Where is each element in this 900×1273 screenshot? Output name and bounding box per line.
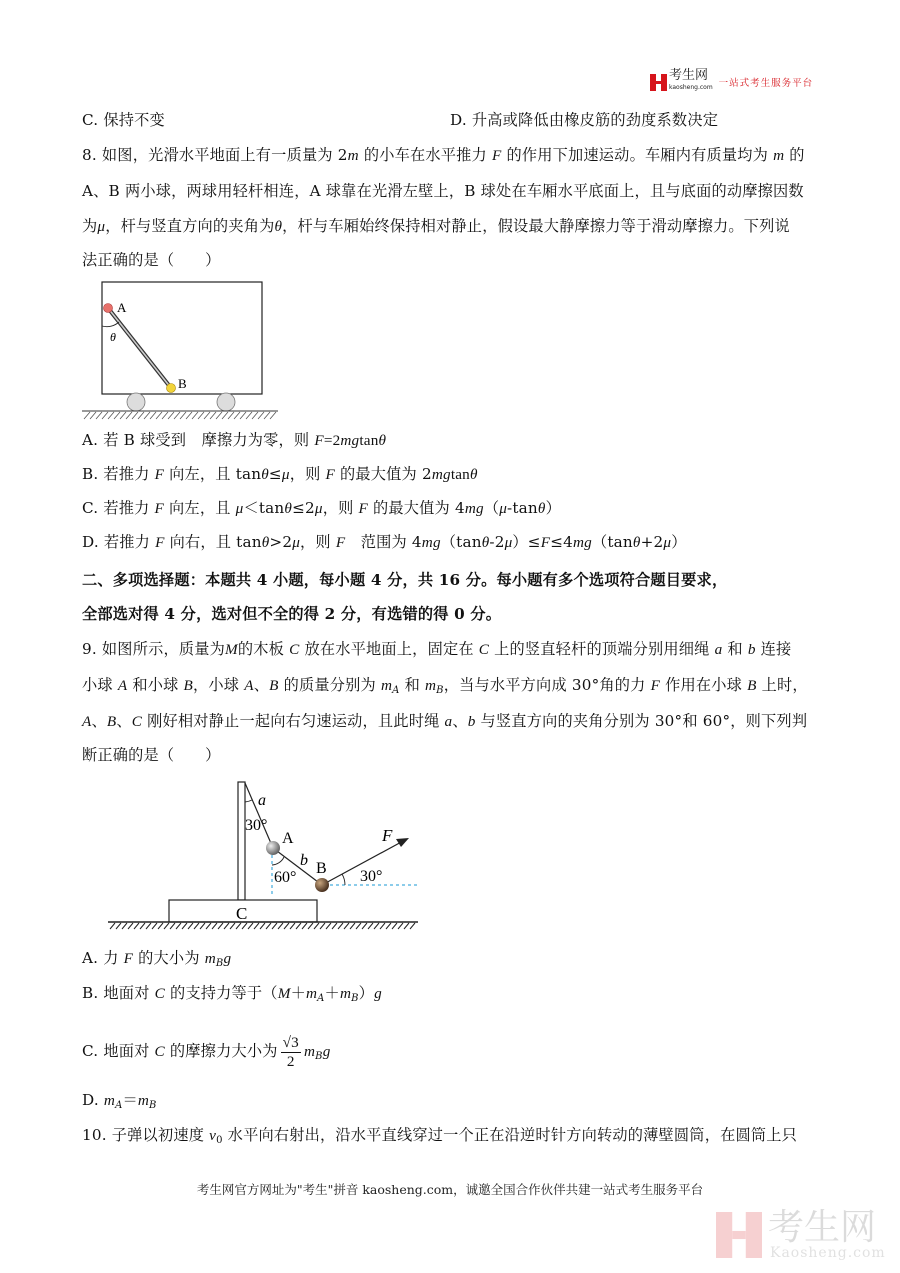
vertical-pole [238,782,245,900]
logo-domain: kaosheng.com [669,84,713,91]
q8-stem-line-2: A、B 两小球，两球用轻杆相连，A 球靠在光滑左壁上，B 球处在车厢水平底面上，且与底面的动摩擦因数 [82,182,804,200]
label-theta: θ [110,330,116,344]
q8-stem-line-4: 法正确的是（ ） [82,251,221,269]
ball-a [104,304,113,313]
q8-stem-line-3: 为μ，杆与竖直方向的夹角为θ，杆与车厢始终保持相对静止，假设最大静摩擦力等于滑动摩擦力。下列说 [82,217,790,235]
q9-stem-line-3: A、B、C 刚好相对静止一起向右匀速运动，且此时绳 a、b 与竖直方向的夹角分别为 30°和 60°，则下列判 [82,712,808,730]
q8-cart-figure [80,278,280,420]
label-rope-b: b [300,852,308,869]
q8-stem-line-1: 8. 如图，光滑水平地面上有一质量为 2m 的小车在水平推力 F 的作用下加速运动。车厢内有质量均为 m 的 [82,146,805,164]
ball-a [266,841,280,855]
angle-arc-f [342,874,345,885]
q9-option-b: B. 地面对 C 的支持力等于$(M+m_A+m_B)g$ [82,984,382,1004]
q9-option-d: D. $m_A=m_B$ [82,1091,157,1111]
header-logo [650,70,813,94]
ground-hatch [110,923,415,929]
fraction-sqrt3-over-2: $\frac{√3}{2}$ [282,1033,299,1070]
ground-hatch [84,412,276,419]
label-a: A [117,300,127,315]
label-angle-30-a: 30° [245,817,268,834]
q8-option-c: C. 若推力 F 向左，且 μ＜tanθ≤2μ，则 F 的最大值为 4mg（μ-tanθ） [82,499,561,517]
q7-option-c: C. 保持不变 [82,111,165,129]
label-board-c: C [236,904,248,923]
q9-pole-figure [100,775,430,930]
q9-stem-line-4: 断正确的是（ ） [82,746,221,764]
force-f-arrowhead [396,838,409,847]
q9-stem-line-2: 小球 A 和小球 B，小球 A、B 的质量分别为 $m_A$ 和 $m_B$，当与水平方向成 30°角的力 F 作用在小球 B 上时， [82,676,808,696]
q9-option-c: C. 地面对 C 的摩擦力大小为 $\frac{√3}{2}$ $m_Bg$ [82,1033,331,1070]
q9-option-a: A. 力 F 的大小为 $m_Bg$ [82,949,232,969]
wheel-left [127,393,145,411]
ball-b [167,384,176,393]
watermark-name: 考生网 [768,1207,877,1248]
label-ball-a: A [282,830,294,847]
angle-arc-a [245,800,252,802]
section2-heading-line-1: 二、多项选择题：本题共 4 小题，每小题 4 分，共 16 分。每小题有多个选项符合题目要求， [82,571,728,589]
page-footer: 考生网官方网址为"考生"拼音 kaosheng.com，诚邀全国合作伙伴共建一站式考生服务平台 [196,1182,704,1197]
label-angle-60: 60° [274,869,297,886]
label-rope-a: a [258,792,266,809]
label-angle-30-f: 30° [360,868,383,885]
wheel-right [217,393,235,411]
q10-stem-line-1: 10. 子弹以初速度 $v_0$ 水平向右射出，沿水平直线穿过一个正在沿逆时针方向转动的薄壁圆筒，在圆筒上只 [82,1126,798,1146]
watermark-domain: Kaosheng.com [770,1245,886,1261]
kaosheng-logo-icon [650,74,667,91]
ball-b [315,878,329,892]
q8-option-b: B. 若推力 F 向左，且 tanθ≤μ，则 F 的最大值为 2mgtanθ [82,465,478,483]
label-force-f: F [382,826,393,845]
theta-arc [102,322,119,327]
q7-option-d: D. 升高或降低由橡皮筋的劲度系数决定 [450,111,719,129]
angle-arc-b [272,857,284,865]
kaosheng-watermark [716,1207,886,1261]
q8-option-a: A. 若 B 球受到 摩擦力为零，则 F=2mgtanθ [82,431,387,449]
q8-option-d: D. 若推力 F 向右，且 tanθ>2μ，则 F 范围为 4mg（tanθ-2μ）≤F≤4mg（tanθ+2μ） [82,533,687,551]
logo-name: 考生网 kaosheng.com [669,70,713,94]
q9-stem-line-1: 9. 如图所示，质量为M的木板 C 放在水平地面上，固定在 C 上的竖直轻杆的顶端分别用细绳 a 和 b 连接 [82,640,792,658]
kaosheng-watermark-icon [716,1211,762,1259]
label-b: B [178,376,187,391]
logo-slogan: 一站式考生服务平台 [718,78,814,89]
section2-heading-line-2: 全部选对得 4 分，选对但不全的得 2 分，有选错的得 0 分。 [82,605,502,623]
label-ball-b: B [316,860,327,877]
